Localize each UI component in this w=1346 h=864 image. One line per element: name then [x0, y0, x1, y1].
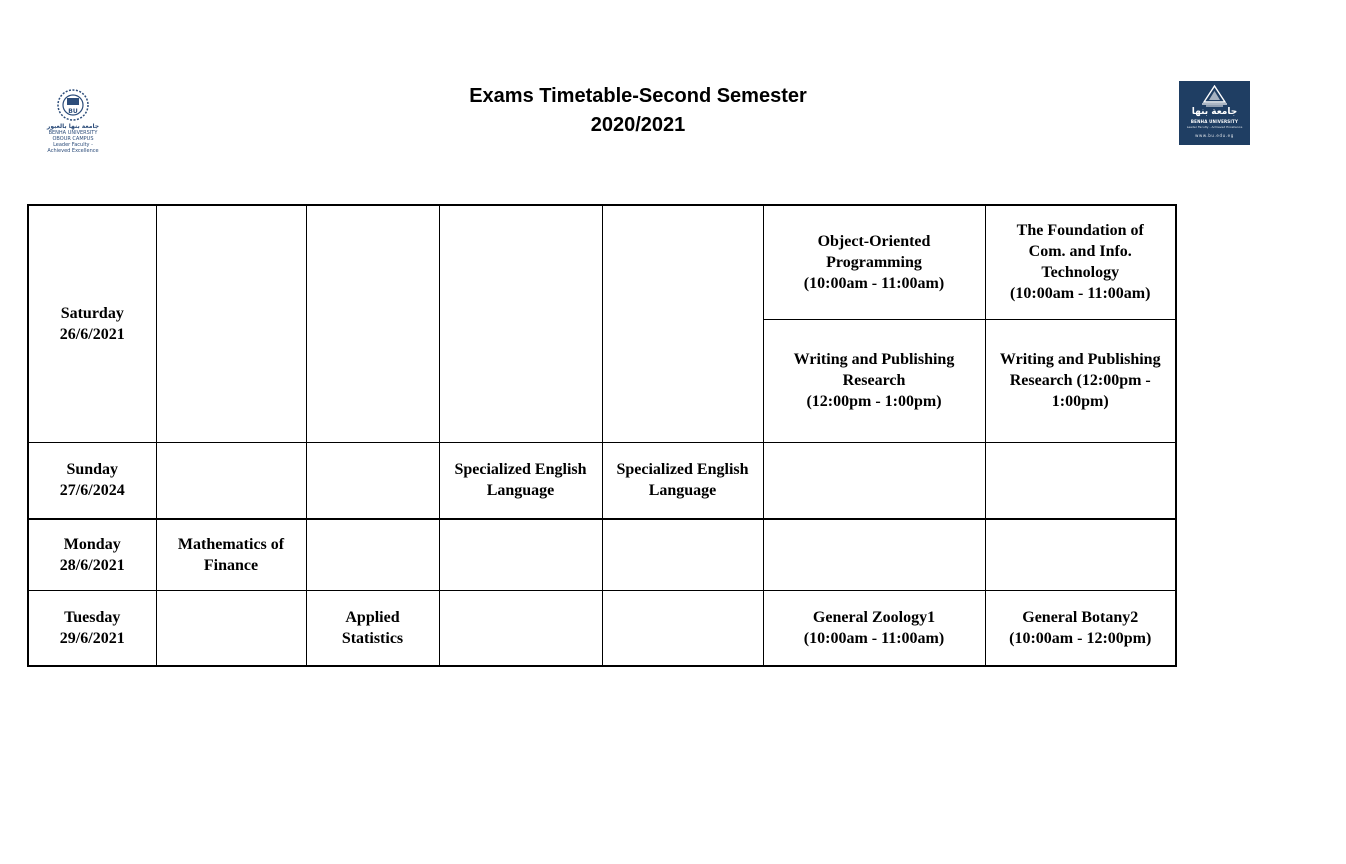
title-line-2: 2020/2021: [590, 114, 686, 136]
exam-cell: [985, 442, 1176, 519]
left-university-logo: [42, 88, 104, 154]
exam-cell: [439, 205, 602, 442]
right-logo-arabic: جامعة بنها: [1191, 107, 1238, 117]
left-logo-tagline: Leader Faculty - Achieved Excellence: [47, 142, 99, 154]
svg-text:BU: BU: [68, 108, 78, 115]
day-cell-tuesday: Tuesday 29/6/2021: [28, 590, 156, 666]
exam-cell-specialized-english: Specialized English Language: [439, 442, 602, 519]
right-logo-url: www.bu.edu.eg: [1195, 133, 1234, 138]
exam-cell-mathematics-of-finance: Mathematics of Finance: [156, 519, 306, 590]
exam-cell: [602, 205, 763, 442]
table-row-tuesday: [28, 590, 1176, 666]
page-title: [388, 82, 888, 140]
exam-cell-general-botany2: General Botany2 (10:00am - 12:00pm): [985, 590, 1176, 666]
exam-cell: [306, 205, 439, 442]
exam-cell-applied-statistics: Applied Statistics: [306, 590, 439, 666]
title-line-1: Exams Timetable-Second Semester: [469, 85, 807, 107]
day-cell-monday: Monday 28/6/2021: [28, 519, 156, 590]
exam-cell: [985, 519, 1176, 590]
exam-cell: [156, 442, 306, 519]
exam-cell-writing-publishing-research-2: Writing and Publishing Research (12:00pm - 1:00pm): [985, 319, 1176, 442]
right-university-logo: [1179, 81, 1250, 145]
exam-cell: [156, 590, 306, 666]
exam-cell-general-zoology1: General Zoology1 (10:00am - 11:00am): [763, 590, 985, 666]
exam-cell: [763, 442, 985, 519]
exam-cell-object-oriented-programming: Object-Oriented Programming (10:00am - 11:00am): [763, 205, 985, 319]
table-row-monday: [28, 519, 1176, 590]
exam-cell-writing-publishing-research: Writing and Publishing Research (12:00pm - 1:00pm): [763, 319, 985, 442]
table-row-saturday-top: [28, 205, 1176, 319]
exam-cell-specialized-english-2: Specialized English Language: [602, 442, 763, 519]
right-logo-tagline: Leader Faculty - Achieved Excellence: [1186, 125, 1243, 129]
laurel-seal-icon: [56, 88, 90, 122]
day-cell-sunday: Sunday 27/6/2024: [28, 442, 156, 519]
exam-timetable: [27, 204, 1177, 667]
right-logo-english: BENHA UNIVERSITY: [1190, 119, 1239, 124]
table-row-sunday: [28, 442, 1176, 519]
exam-cell: [306, 519, 439, 590]
left-logo-caption: [42, 124, 104, 154]
exam-cell: [439, 519, 602, 590]
exam-cell: [602, 590, 763, 666]
left-logo-arabic: جامعة بنها بالعبور: [46, 123, 100, 130]
exam-cell: [306, 442, 439, 519]
exam-cell-foundation-com-info-tech: The Foundation of Com. and Info. Technology (10:00am - 11:00am): [985, 205, 1176, 319]
exam-cell: [602, 519, 763, 590]
exam-cell: [156, 205, 306, 442]
exam-cell: [763, 519, 985, 590]
left-logo-english: BENHA UNIVERSITY OBOUR CAMPUS: [48, 130, 98, 142]
exam-cell: [439, 590, 602, 666]
day-cell-saturday: Saturday 26/6/2021: [28, 205, 156, 442]
monument-icon: [1201, 85, 1228, 107]
